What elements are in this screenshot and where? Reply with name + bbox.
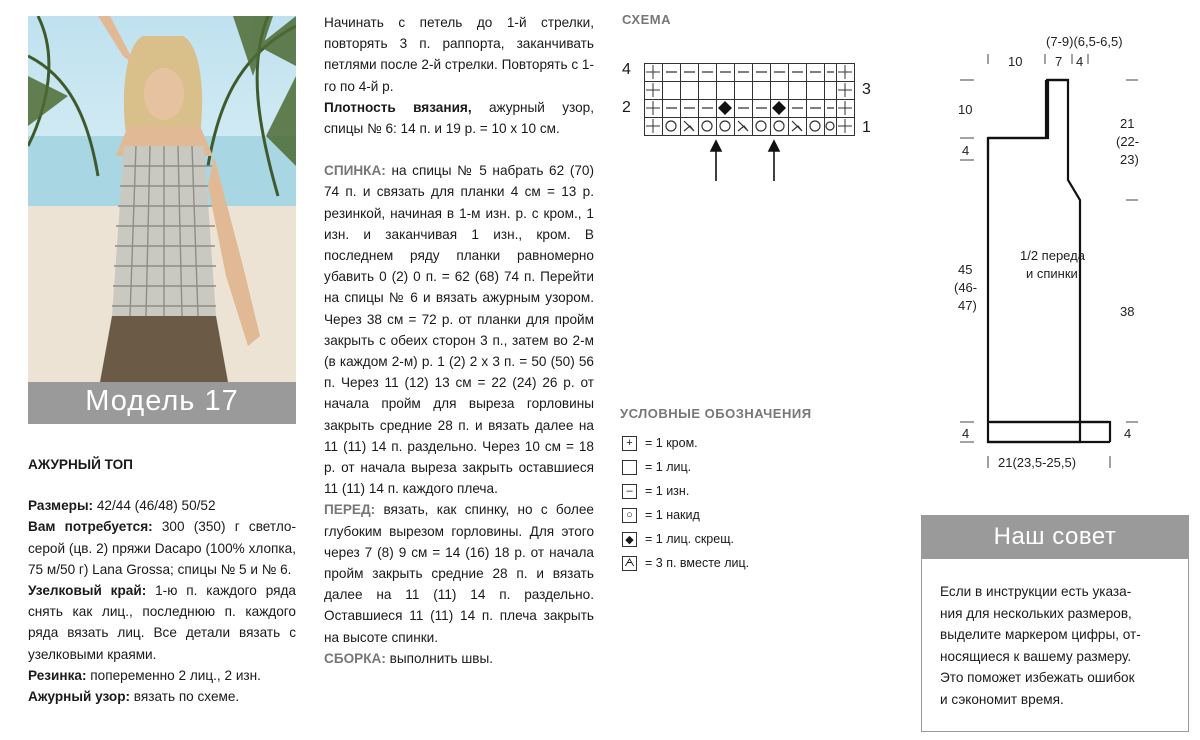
assembly-paragraph <box>324 648 594 669</box>
crossed-knit-icon: ◆ <box>622 532 637 547</box>
dim-right-38: 38 <box>1120 304 1135 319</box>
legend-item <box>622 503 749 527</box>
garment-schematic <box>950 30 1190 470</box>
dim-top-4: 4 <box>1076 54 1084 69</box>
legend <box>622 431 749 575</box>
legend-text: = 1 изн. <box>645 484 690 498</box>
legend-item <box>622 455 749 479</box>
dim-top-10: 10 <box>1008 54 1023 69</box>
lace-text: вязать по схеме. <box>130 689 240 705</box>
advice-line: и сэкономит время. <box>940 691 1064 707</box>
legend-text: = 1 лиц. <box>645 460 692 474</box>
lace-label: Ажурный узор: <box>28 689 131 705</box>
chart-grid <box>644 63 856 183</box>
front-paragraph <box>324 499 594 647</box>
legend-item <box>622 479 749 503</box>
legend-text: = 1 накид <box>645 508 700 522</box>
legend-item <box>622 431 749 455</box>
scheme-title: СХЕМА <box>622 12 671 27</box>
schematic-label-b: и спинки <box>1026 266 1078 281</box>
materials-paragraph <box>28 516 296 580</box>
front-text: вязать, как спинку, но с более глубоким вырезом горловины. Для этого через 7 (8) 9 см = 14 (16) 18 р. от начала пройм закрыть средние 28 п. и вязать далее на 11 (11) 14 п. раздельно. Оставшиеся 11 (11) 14 п. плеча закрыть на высоте спинки. <box>324 502 594 645</box>
back-text: на спицы № 5 набрать 62 (70) 74 п. и связать для планки 4 см = 13 р. резинкой, начиная в 1-м изн. р. с кром., 1 изн. и заканчивая 1 изн., кром. В последнем ряду планки равномерно убавить 0 (2) 0 п. = 62 (68) 74 п. Перейти на спицы № 6 и вязать ажурным узором. Через 38 см = 72 р. от планки для пройм закрыть с обеих сторон 3 п., затем во 2-м (в каждом 2-м) р. 1 (2) 2 х 3 п. = 50 (50) 56 п. Через 11 (12) 13 см = 22 (24) 26 р. от начала пройм для выреза горловины закрыть средние 28 п. и вязать далее на 11 (11) 14 п. раздельно. Через 10 см = 18 р. от начала выреза закрыть оставшиеся 11 (11) 14 п. каждого плеча. <box>324 163 594 497</box>
model-illustration <box>28 16 296 382</box>
three-together-icon: ᗅ <box>622 556 637 571</box>
intro-paragraph: Начинать с петель до 1-й стрелки, повторять 3 п. раппорта, заканчивать петлями после 2-й стрелки. Повторять с 1-го по 4-й р. <box>324 15 594 94</box>
advice-text <box>940 581 1170 711</box>
knit-stitch-icon <box>622 460 637 475</box>
dim-left-45b: (46- <box>954 280 978 295</box>
edge-paragraph <box>28 580 296 665</box>
legend-text: = 1 лиц. скрещ. <box>645 532 734 546</box>
dim-right-21: 21 <box>1120 116 1135 131</box>
rib-paragraph <box>28 665 296 686</box>
advice-line: выделите маркером цифры, от- <box>940 627 1141 643</box>
density-label: Плотность вязания, <box>324 99 472 115</box>
model-photo <box>28 16 296 382</box>
dim-right-21b: (22- <box>1116 134 1140 149</box>
stitch-chart <box>618 55 888 185</box>
legend-text: = 1 кром. <box>645 436 698 450</box>
advice-box <box>921 559 1189 732</box>
back-label: СПИНКА: <box>324 163 386 179</box>
materials-text: 300 (350) г светло-серой (цв. 2) пряжи Dacapo (100% хлопка, 75 м/50 г) Lana Grossa; спицы № 5 и № 6. <box>28 519 296 577</box>
assembly-label: СБОРКА: <box>324 650 386 666</box>
dim-right-4: 4 <box>1124 426 1132 441</box>
advice-line: ния для нескольких размеров, <box>940 605 1132 621</box>
dim-left-4a: 4 <box>962 143 970 158</box>
lace-paragraph <box>28 686 296 707</box>
schematic-label-a: 1/2 переда <box>1020 248 1085 263</box>
rib-text: попеременно 2 лиц., 2 изн. <box>86 667 261 683</box>
edge-text: 1-ю п. каждого ряда снять как лиц., последнюю п. каждого ряда вязать лиц. Все детали вязать с узелковыми краями. <box>28 583 296 662</box>
legend-item <box>622 551 749 575</box>
edge-stitch-icon: + <box>622 436 637 451</box>
back-paragraph <box>324 160 594 499</box>
model-caption-bar <box>28 382 296 424</box>
dim-top-sizes: (7-9)(6,5-6,5) <box>1046 34 1123 49</box>
advice-title: Наш совет <box>993 523 1117 550</box>
rib-label: Резинка: <box>28 667 87 683</box>
density-paragraph <box>324 97 594 139</box>
density-text: ажурный узор, спицы № 6: 14 п. и 19 р. = 10 х 10 см. <box>324 99 594 137</box>
instructions-column <box>324 12 594 669</box>
dim-left-45: 45 <box>958 262 973 277</box>
front-label: ПЕРЕД: <box>324 502 376 518</box>
dim-bottom: 21(23,5-25,5) <box>998 455 1077 470</box>
materials-label: Вам потребуется: <box>28 519 153 535</box>
sizes-paragraph <box>28 495 296 516</box>
dim-top-7: 7 <box>1055 54 1063 69</box>
legend-text: = 3 п. вместе лиц. <box>645 556 750 570</box>
assembly-text: выполнить швы. <box>385 650 494 666</box>
pattern-title: АЖУРНЫЙ ТОП <box>28 457 133 472</box>
legend-title: УСЛОВНЫЕ ОБОЗНАЧЕНИЯ <box>620 406 812 421</box>
legend-item <box>622 527 749 551</box>
model-caption: Модель 17 <box>85 385 239 417</box>
row-label-3: 3 <box>862 81 871 98</box>
dim-left-4b: 4 <box>962 426 970 441</box>
advice-line: Если в инструкции есть указа- <box>940 584 1132 599</box>
sizes-text: 42/44 (46/48) 50/52 <box>93 498 216 514</box>
purl-stitch-icon: – <box>622 484 637 499</box>
sizes-label: Размеры: <box>28 498 94 514</box>
row-label-2: 2 <box>622 99 631 116</box>
advice-line: Это поможет избежать ошибок <box>940 670 1135 686</box>
dim-left-45c: 47) <box>958 298 977 313</box>
dim-left-10: 10 <box>958 102 973 117</box>
advice-line: носящиеся к вашему размеру. <box>940 648 1132 664</box>
materials-column <box>28 454 296 707</box>
yarn-over-icon: ○ <box>622 508 637 523</box>
row-label-4: 4 <box>622 61 631 78</box>
row-label-1: 1 <box>862 119 871 136</box>
dim-right-21c: 23) <box>1120 152 1139 167</box>
advice-header <box>921 515 1189 559</box>
edge-label: Узелковый край: <box>28 583 147 599</box>
